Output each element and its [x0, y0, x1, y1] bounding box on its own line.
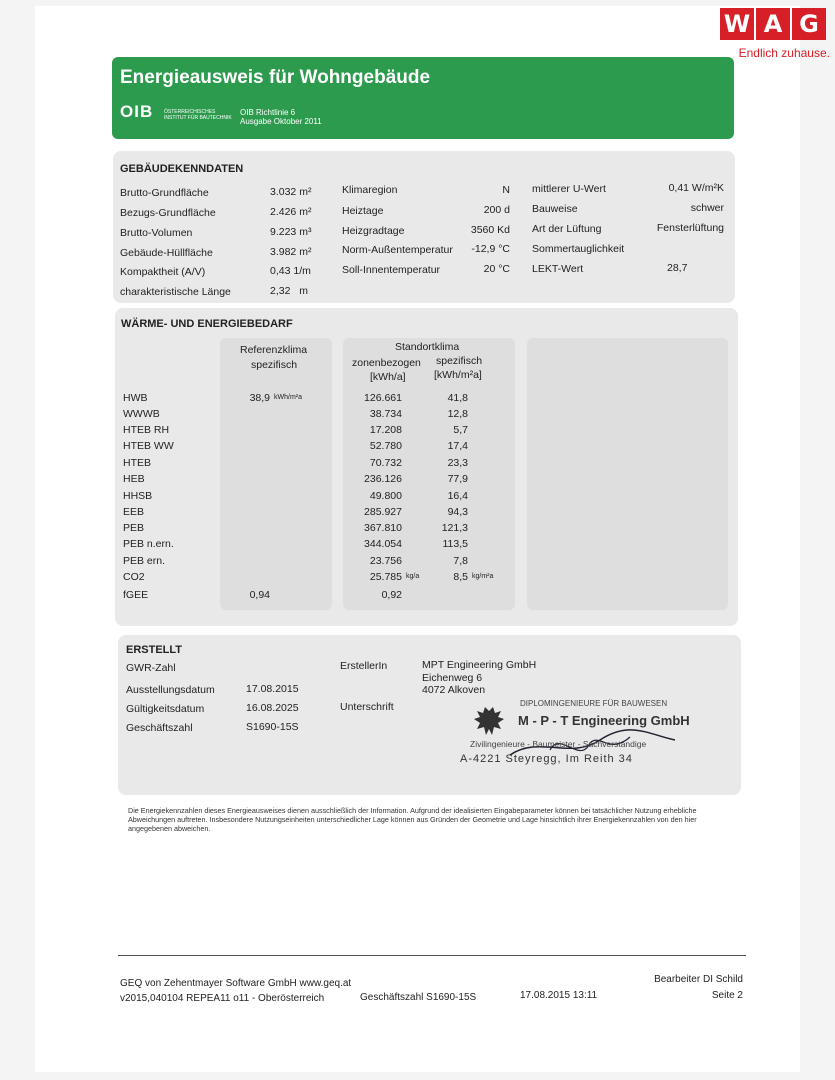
stamp-line: DIPLOMINGENIEURE FÜR BAUWESEN: [520, 699, 668, 708]
energy-row-label: CO2: [123, 571, 145, 583]
energy-spez-value: 7,8: [453, 555, 468, 567]
energy-zone-value: 25.785: [369, 571, 402, 583]
energy-row-label: HWB: [123, 392, 148, 404]
gk-value: 28,7: [667, 262, 688, 274]
gk-label: mittlerer U-Wert: [532, 183, 606, 195]
energy-zone-value: 23.756: [369, 555, 402, 567]
energy-zone-value: 0,92: [381, 589, 402, 601]
gk-value: 0,43 1/m: [270, 265, 311, 277]
energy-zone-value: 285.927: [364, 506, 402, 518]
energy-row-label: WWWB: [123, 408, 160, 420]
energy-spez-value: 5,7: [453, 424, 468, 436]
std-sub: [kWh/a]: [370, 371, 406, 383]
gk-value: 3560 Kd: [470, 224, 510, 236]
erstellerin-name: MPT Engineering GmbH: [422, 659, 537, 671]
richtlinie-info: [240, 108, 322, 126]
wag-logo-letter: G: [792, 8, 826, 40]
stamp-company: M - P - T Engineering GmbH: [518, 713, 690, 728]
er-value: 17.08.2015: [246, 683, 299, 695]
energy-row-label: fGEE: [123, 589, 149, 601]
wag-tagline: Endlich zuhause.: [738, 46, 830, 60]
ausgabe: Ausgabe Oktober 2011: [240, 117, 322, 126]
gk-label: charakteristische Länge: [120, 286, 231, 298]
gk-label: Norm-Außentemperatur: [342, 244, 453, 256]
energy-row-label: HTEB: [123, 457, 152, 469]
energy-spez-value: 8,5: [453, 571, 468, 583]
energy-spez-value: 121,3: [441, 522, 468, 534]
company-stamp: [460, 695, 700, 775]
gk-label: Brutto-Grundfläche: [120, 187, 209, 199]
header-banner: [112, 57, 734, 139]
gk-label: Brutto-Volumen: [120, 227, 193, 239]
wag-logo[interactable]: [720, 8, 830, 60]
gk-value: 20 °C: [483, 263, 510, 275]
gk-value: -12,9 °C: [471, 243, 510, 255]
ref-header: spezifisch: [251, 359, 298, 371]
oib-subtitle: ÖSTERREICHISCHES INSTITUT FÜR BAUTECHNIK: [164, 109, 232, 121]
gk-value: schwer: [690, 202, 724, 214]
section-title-gebaeude: GEBÄUDEKENNDATEN: [120, 163, 244, 175]
section-title-waerme: WÄRME- UND ENERGIEBEDARF: [121, 318, 293, 330]
energy-spez-value: 17,4: [447, 440, 468, 452]
gk-label: Soll-Innentemperatur: [342, 264, 441, 276]
erstellerin-label: ErstellerIn: [340, 660, 388, 672]
richtlinie: OIB Richtlinie 6: [240, 108, 296, 117]
energy-row-label: PEB n.ern.: [123, 538, 174, 550]
energy-zone-value: 49.800: [369, 490, 402, 502]
footnote: Die Energiekennzahlen dieses Energieausweises dienen ausschließlich der Information. Aufgrund der idealisierten Eingabeparameter können bei tatsächlicher Nutzung erhebliche Abweichungen auftreten. Insbesondere Nutzungseinheiten unterschiedlicher Lage können aus Gründen der Geometrie und Lage hinsichtlich ihrer Energiekennzahlen von den hier angegebenen abweichen.: [128, 806, 697, 833]
footer-datetime: 17.08.2015 13:11: [520, 990, 598, 1001]
gk-value: 9.223 m³: [270, 226, 312, 238]
gk-label: Klimaregion: [342, 184, 398, 196]
energy-zone-unit: kg/a: [406, 573, 420, 580]
energy-zone-value: 126.661: [364, 392, 402, 404]
gk-value: N: [502, 184, 510, 196]
gk-label: Heizgradtage: [342, 225, 405, 237]
energy-row-label: PEB ern.: [123, 555, 166, 567]
std-sub: zonenbezogen: [352, 357, 421, 369]
energy-zone-value: 38.734: [369, 408, 402, 420]
energy-spez-value: 94,3: [447, 506, 468, 518]
energy-row-label: PEB: [123, 522, 145, 534]
footer-bearbeiter: Bearbeiter DI Schild: [654, 974, 743, 985]
energy-spez-value: 113,5: [442, 538, 468, 550]
std-header: Standortklima: [395, 341, 460, 353]
energy-spez-value: 77,9: [447, 473, 468, 485]
gk-value: Fensterlüftung: [656, 222, 724, 234]
erstellerin-street: Eichenweg 6: [422, 672, 483, 684]
energy-zone-value: 52.780: [369, 440, 402, 452]
energy-spez-value: 23,3: [447, 457, 468, 469]
energy-zone-value: 367.810: [364, 522, 402, 534]
energy-row-label: HTEB WW: [123, 440, 174, 452]
section-title-erstellt: ERSTELLT: [126, 644, 183, 656]
energy-ref-value: 0,94: [249, 589, 270, 601]
energy-row-label: HEB: [123, 473, 145, 485]
stamp-address: A-4221 Steyregg, Im Reith 34: [460, 753, 633, 765]
energy-ref-unit: kWh/m²a: [274, 394, 302, 401]
gk-label: Heiztage: [342, 205, 384, 217]
energy-spez-value: 12,8: [447, 408, 468, 420]
er-value: S1690-15S: [246, 721, 299, 733]
eagle-icon: [474, 707, 504, 735]
gk-value: 3.982 m²: [270, 246, 312, 258]
gk-label: Sommertauglichkeit: [532, 243, 625, 255]
gk-label: Art der Lüftung: [532, 223, 602, 235]
gk-label: Bezugs-Grundfläche: [120, 207, 216, 219]
energy-row-label: HHSB: [123, 490, 153, 502]
extra-column-bg: [527, 338, 728, 610]
er-label: Geschäftszahl: [126, 722, 193, 734]
energy-zone-value: 70.732: [369, 457, 402, 469]
stamp-line: Zivilingenieure - Baumeister - Sachverständige: [470, 739, 647, 749]
footer-software: GEQ von Zehentmayer Software GmbH www.geq.at: [120, 978, 352, 989]
er-label: GWR-Zahl: [126, 662, 176, 674]
energy-spez-unit: kg/m²a: [472, 573, 494, 580]
er-label: Ausstellungsdatum: [126, 684, 215, 696]
gk-label: Bauweise: [532, 203, 578, 215]
energy-spez-value: 41,8: [447, 392, 468, 404]
energy-zone-value: 344.054: [364, 538, 402, 550]
wag-logo-letter: A: [756, 8, 790, 40]
std-sub: spezifisch: [436, 355, 483, 367]
gk-label: Kompaktheit (A/V): [120, 266, 206, 278]
ref-header: Referenzklima: [240, 344, 308, 356]
energy-ref-value: 38,9: [249, 392, 270, 404]
gk-value: 3.032 m²: [270, 186, 312, 198]
energy-row-label: EEB: [123, 506, 145, 518]
gk-value: 2,32 m: [270, 285, 308, 297]
energy-zone-value: 236.126: [364, 473, 402, 485]
footer-seite: Seite 2: [711, 990, 743, 1001]
std-sub: [kWh/m²a]: [434, 369, 482, 381]
gk-value: 200 d: [483, 204, 510, 216]
energy-spez-value: 16,4: [447, 490, 468, 502]
erstellerin-city: 4072 Alkoven: [422, 684, 486, 696]
energy-zone-value: 17.208: [369, 424, 402, 436]
wag-logo-letter: W: [720, 8, 754, 40]
unterschrift-label: Unterschrift: [340, 701, 394, 713]
gk-value: 0,41 W/m²K: [668, 182, 724, 194]
document-title: Energieausweis für Wohngebäude: [120, 67, 431, 88]
oib-logo: OIB: [120, 102, 154, 121]
er-value: 16.08.2025: [246, 702, 299, 714]
gk-value: 2.426 m²: [270, 206, 312, 218]
footer-divider: [118, 955, 746, 956]
gk-label: Gebäude-Hüllfläche: [120, 247, 213, 259]
er-label: Gültigkeitsdatum: [126, 703, 205, 715]
footer-geschaeftszahl: Geschäftszahl S1690-15S: [360, 992, 477, 1003]
footer-version: v2015,040104 REPEA11 o11 - Oberösterreich: [120, 993, 325, 1004]
gk-label: LEKT-Wert: [532, 263, 584, 275]
ref-column-bg: [220, 338, 332, 610]
energy-row-label: HTEB RH: [123, 424, 170, 436]
